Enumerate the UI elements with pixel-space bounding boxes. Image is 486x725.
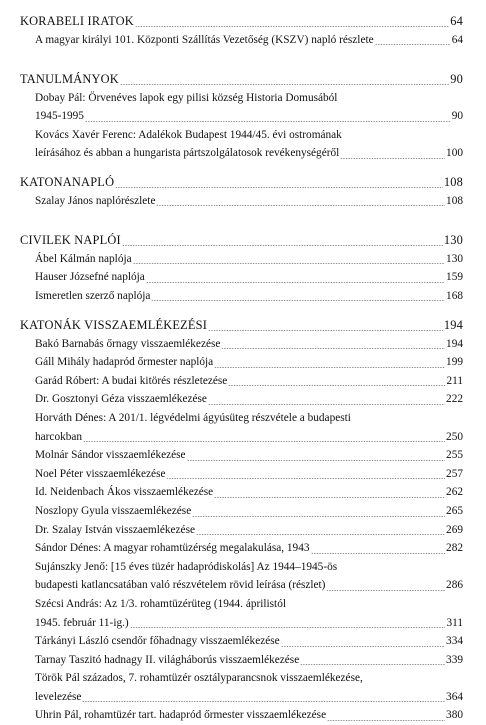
toc-entry-text: Garád Róbert: A budai kitörés részletezése	[35, 374, 228, 387]
toc-entry	[20, 483, 463, 502]
section-heading	[20, 12, 463, 31]
page-number: 90	[451, 110, 463, 123]
toc-entry-continuation	[20, 107, 463, 126]
dot-leader	[208, 330, 443, 331]
section-heading-text: KORABELI IRATOK	[20, 14, 134, 28]
page-number: 282	[446, 542, 463, 555]
toc-entry	[20, 539, 463, 558]
toc-entry-text: Dr. Szalay István visszaemlékezése	[35, 523, 195, 536]
toc-section	[20, 70, 463, 163]
page-number: 339	[446, 653, 463, 666]
toc-entry-text: Szécsi András: Az 1/3. rohamtüzérüteg (1944. áprilistól	[35, 597, 286, 610]
page-number: 194	[443, 318, 463, 332]
toc-entry	[20, 372, 463, 391]
toc-entry-text: Noszlopy Gyula visszaemlékezése	[35, 504, 192, 517]
toc-entry	[20, 651, 463, 670]
page-number: 199	[446, 356, 463, 369]
toc-entry-text: Sándor Dénes: A magyar rohamtüzérség megalakulása, 1943	[35, 542, 310, 555]
page-number: 364	[446, 690, 463, 703]
page-number: 64	[450, 14, 463, 28]
page-number: 380	[446, 709, 463, 722]
dot-leader	[281, 646, 445, 647]
toc-entry-text: Tarnay Taszitó hadnagy II. világháborús visszaemlékezése	[35, 653, 300, 666]
dot-leader	[311, 553, 446, 554]
dot-leader	[83, 441, 445, 442]
page-number: 108	[446, 194, 463, 207]
toc-entry	[20, 502, 463, 521]
toc-entry-continuation	[20, 614, 463, 633]
page-number: 64	[451, 33, 463, 46]
toc-entry-text: Hauser Józsefné naplója	[35, 271, 145, 284]
page-number: 334	[446, 635, 463, 648]
toc-entry	[20, 446, 463, 465]
toc-entry-text: Molnár Sándor visszaemlékezése	[35, 449, 186, 462]
section-heading	[20, 316, 463, 335]
toc-entry-continuation-text: 1945. február 11-ig.)	[35, 616, 129, 629]
dot-leader	[151, 300, 445, 301]
dot-leader	[120, 84, 449, 85]
dot-leader	[375, 44, 451, 45]
section-heading	[20, 173, 463, 192]
toc-entry-continuation	[20, 428, 463, 447]
toc-entry	[20, 558, 463, 577]
toc-entry	[20, 335, 463, 354]
toc-entry	[20, 192, 463, 211]
toc-entry	[20, 353, 463, 372]
toc-entry-text: Kovács Xavér Ferenc: Adalékok Budapest 1944/45. évi ostromának	[35, 128, 342, 141]
dot-leader	[156, 205, 445, 206]
toc-entry-text: A magyar királyi 101. Központi Szállítás Vezetőség (KSZV) napló részlete	[35, 33, 374, 46]
toc-section	[20, 231, 463, 305]
toc-entry-text: Noel Péter visszaemlékezése	[35, 467, 166, 480]
page-number: 159	[446, 271, 463, 284]
toc-entry-text: Horváth Dénes: A 201/1. légvédelmi ágyúsüteg részvétele a budapesti	[35, 411, 351, 424]
dot-leader	[340, 158, 445, 159]
section-heading-text: KATONANAPLÓ	[20, 175, 115, 189]
toc-section	[20, 173, 463, 210]
toc-entry-text: Bakó Barnabás őrnagy visszaemlékezése	[35, 337, 221, 350]
page-number: 255	[446, 449, 463, 462]
dot-leader	[85, 121, 451, 122]
page-number: 194	[446, 337, 463, 350]
dot-leader	[214, 367, 445, 368]
toc-entry	[20, 390, 463, 409]
toc-entry	[20, 669, 463, 688]
toc-entry	[20, 31, 463, 50]
toc-entry-text: Dr. Gosztonyi Géza visszaemlékezése	[35, 393, 207, 406]
toc-entry	[20, 706, 463, 725]
page-number: 90	[450, 72, 463, 86]
toc-entry-text: Török Pál százados, 7. rohamtüzér osztályparancsnok visszaemlékezése,	[35, 672, 363, 685]
toc-entry-continuation	[20, 144, 463, 163]
toc-entry-continuation-text: budapesti katlancsatában való részvételem rövid leírása (részlet)	[35, 579, 326, 592]
dot-leader	[146, 282, 445, 283]
toc-entry-text: Ábel Kálmán naplója	[35, 252, 132, 265]
toc-entry	[20, 465, 463, 484]
toc-entry	[20, 595, 463, 614]
toc-entry-continuation	[20, 576, 463, 595]
toc-section	[20, 316, 463, 725]
dot-leader	[192, 516, 445, 517]
toc-entry-continuation	[20, 688, 463, 707]
toc-entry-continuation-text: leírásához és abban a hungarista pártszolgálatosok revékenységéről	[35, 147, 340, 160]
dot-leader	[122, 245, 443, 246]
dot-leader	[208, 404, 445, 405]
page-number: 311	[446, 616, 463, 629]
section-heading-text: TANULMÁNYOK	[20, 72, 119, 86]
toc-entry-text: Szalay János naplórészlete	[35, 194, 156, 207]
section-heading-text: CIVILEK NAPLÓI	[20, 233, 121, 247]
page-number: 286	[446, 579, 463, 592]
toc-entry	[20, 268, 463, 287]
toc-entry-continuation-text: levelezése	[35, 690, 82, 703]
page-number: 250	[446, 430, 463, 443]
toc-entry-text: Dobay Pál: Örvenéves lapok egy pilisi község Historia Domusából	[35, 91, 338, 104]
section-heading-text: KATONÁK VISSZAEMLÉKEZÉSI	[20, 318, 208, 332]
dot-leader	[135, 26, 449, 27]
page-number: 257	[446, 467, 463, 480]
toc-entry	[20, 287, 463, 306]
toc-entry-text: Gáll Mihály hadapród őrmester naplója	[35, 356, 214, 369]
page-number: 130	[446, 252, 463, 265]
toc-entry	[20, 89, 463, 108]
toc-entry-text: Id. Neidenbach Ákos visszaemlékezése	[35, 486, 214, 499]
section-heading	[20, 231, 463, 250]
toc-entry-text: Ismeretlen szerző naplója	[35, 289, 151, 302]
toc-entry	[20, 250, 463, 269]
page-number: 130	[443, 233, 463, 247]
dot-leader	[115, 187, 443, 188]
toc-entry-continuation-text: 1945-1995	[35, 110, 84, 123]
toc-entry	[20, 632, 463, 651]
dot-leader	[133, 263, 445, 264]
dot-leader	[196, 534, 445, 535]
section-heading	[20, 70, 463, 89]
toc-entry-text: Uhrin Pál, rohamtüzér tart. hadapród őrmester visszaemlékezése	[35, 709, 327, 722]
page-number: 269	[446, 523, 463, 536]
toc-entry-continuation-text: harcokban	[35, 430, 83, 443]
dot-leader	[221, 348, 445, 349]
dot-leader	[327, 720, 445, 721]
page-number: 211	[446, 374, 463, 387]
toc-entry-text: Sujánszky Jenő: [15 éves tüzér hadapródiskolás] Az 1944–1945-ös	[35, 560, 338, 573]
page-number: 222	[446, 393, 463, 406]
page-number: 265	[446, 504, 463, 517]
dot-leader	[300, 664, 445, 665]
toc-entry-text: Tárkányi László csendőr főhadnagy visszaemlékezése	[35, 635, 280, 648]
dot-leader	[187, 460, 445, 461]
dot-leader	[130, 627, 446, 628]
dot-leader	[326, 590, 445, 591]
dot-leader	[228, 385, 445, 386]
toc-entry	[20, 521, 463, 540]
dot-leader	[166, 478, 445, 479]
dot-leader	[214, 497, 445, 498]
toc-section	[20, 12, 463, 49]
toc-entry	[20, 409, 463, 428]
page-number: 168	[446, 289, 463, 302]
page-number: 262	[446, 486, 463, 499]
toc-entry	[20, 126, 463, 145]
page-number: 108	[443, 175, 463, 189]
dot-leader	[82, 701, 445, 702]
page-number: 100	[446, 147, 463, 160]
